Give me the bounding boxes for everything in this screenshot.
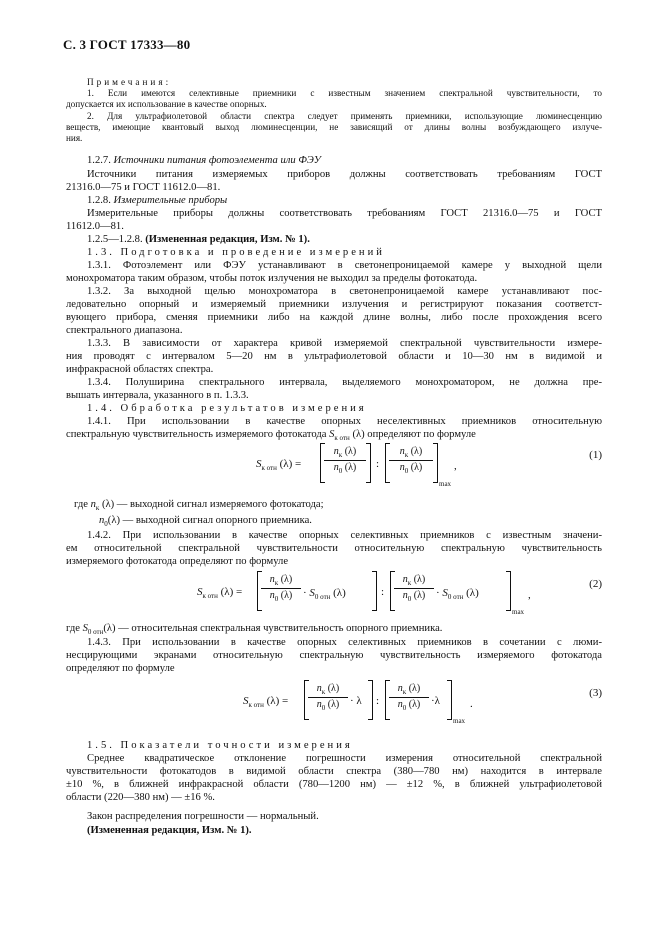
section-1-3-4-text: 1.3.4. Полуширина спектрального интервала, выделяемого монохроматором, не должна пре- [87,377,602,388]
formula-1-frac-1: $n_к$ (λ) $n_0$ (λ) [324,446,366,475]
section-1-3-4-line2: вышать интервала, указанного в п. 1.3.3. [66,390,249,401]
where-1-line2: $n_0(\lambda)$ — выходной сигнал опорного приемника. [99,515,312,529]
section-1-5-text: Среднее квадратическое отклонение погрешности измерения относительной спектральной [87,753,602,764]
section-1-4-1-line2: спектральную чувствительность измеряемого фотокатода $S_{к отн}$ (λ) определяют по формуле [66,429,476,443]
formula-2-lhs: $S_{к отн}$ (λ) = [197,586,243,601]
section-1-2-7-text-cont: 21316.0—75 и ГОСТ 11612.0—81. [66,182,221,193]
section-1-4-3-line3: определяют по формуле [66,663,175,674]
amendment-note-final: (Измененная редакция, Изм. № 1). [87,825,252,836]
note-1-cont: допускается их использование в качестве опорных. [66,99,267,109]
notes-title: Примечания: [87,77,172,87]
section-1-3-heading: 1.3. Подготовка и проведение измерений [87,247,385,258]
section-1-4-heading: 1.4. Обработка результатов измерения [87,403,367,414]
section-1-3-1-text-cont: монохроматора таким образом, чтобы поток излучения не выходил за пределы фотокатода. [66,273,478,284]
where-2-line: где $S_{0 отн}(\lambda)$ — относительная спектральная чувствительность опорного приемника. [66,623,443,637]
section-1-3-3-line2: ния проводят с интервалом 5—20 нм в ультрафиолетовой области и 10—30 нм в видимой и [66,351,602,362]
note-2: 2. Для ультрафиолетовой области спектра следует применять приемники, использующие люминесценцию [87,111,602,121]
amendment-note-1-2: 1.2.5—1.2.8. (Измененная редакция, Изм. № 1). [87,234,310,245]
section-1-4-3-text: 1.4.3. При использовании в качестве опорных селективных приемников в сочетании с люми- [87,637,602,648]
section-1-2-7-heading: 1.2.7. Источники питания фотоэлемента или ФЭУ [87,155,321,166]
section-1-3-3-text: 1.3.3. В зависимости от характера кривой измеряемой спектральной чувствительности измере- [87,338,602,349]
where-1-line1: где $n_к$ (λ) — выходной сигнал измеряемого фотокатода; [74,499,324,513]
section-1-5-heading: 1.5. Показатели точности измерения [87,740,353,751]
formula-1-number: (1) [589,449,602,461]
section-1-2-7-text: Источники питания измеряемых приборов должны соответствовать требованиям ГОСТ [87,169,602,180]
note-1: 1. Если имеются селективные приемники с известным значением спектральной чувствительности, то [87,88,602,98]
section-1-4-2-line2: ем относительной спектральной чувствительности относительную спектральную чувствительность [66,543,602,554]
section-1-2-8-heading: 1.2.8. Измерительные приборы [87,195,228,206]
formula-3-number: (3) [589,687,602,699]
section-1-5-line2: чувствительности фотокатодов в видимой области спектра (380—780 нм) находится в интервале [66,766,602,777]
section-1-5-line4: области (220—380 нм) — ±16 %. [66,792,215,803]
section-1-4-2-line3: измеряемого фотокатода определяют по формуле [66,556,289,567]
note-2-cont: веществ, имеющие квантовый выход люминесценции, не зависящий от длины волны возбуждающего излуче- [66,122,602,132]
note-2-end: ния. [66,133,83,143]
page-header: С. 3 ГОСТ 17333—80 [63,37,191,52]
section-1-4-2-text: 1.4.2. При использовании в качестве опорных селективных приемников с известным значени- [87,530,602,541]
section-1-4-1-text: 1.4.1. При использовании в качестве опорных неселективных приемников относительную [87,416,602,427]
section-1-3-1-text: 1.3.1. Фотоэлемент или ФЭУ устанавливают в светонепроницаемой камере у выходной щели [87,260,602,271]
section-1-2-8-text: Измерительные приборы должны соответствовать требованиям ГОСТ 21316.0—75 и ГОСТ [87,208,602,219]
formula-2-number: (2) [589,578,602,590]
section-1-3-2-line3: вующего прибора, сменяя приемники либо на каждой длине волны, либо после прохождения всего [66,312,602,323]
section-1-2-8-text-cont: 11612.0—81. [66,221,124,232]
formula-3-lhs: $S_{к отн}$ (λ) = [243,695,289,710]
section-1-3-2-line4: спектрального диапазона. [66,325,183,336]
formula-1-lhs: $S_{к отн}$ (λ) = [256,458,302,473]
section-1-3-2-text: 1.3.2. За выходной щелью монохроматора в светонепроницаемой камере устанавливают пос- [87,286,602,297]
section-1-5-line3: ±10 %, в ближней инфракрасной области (780—1200 нм) — ±12 %, в ближней ультрафиолетовой [66,779,602,790]
distribution-law: Закон распределения погрешности — нормальный. [87,811,319,822]
formula-1-frac-2: $n_к$ (λ) $n_0$ (λ) [389,446,433,475]
section-1-4-3-line2: несцирующими экранами относительную спектральную чувствительность измеряемого фотокатода [66,650,602,661]
section-1-3-2-line2: ледовательно опорный и измеряемый приемники излучения и регистрируют показания соответст- [66,299,602,310]
section-1-3-3-line3: инфракрасной областях спектра. [66,364,214,375]
